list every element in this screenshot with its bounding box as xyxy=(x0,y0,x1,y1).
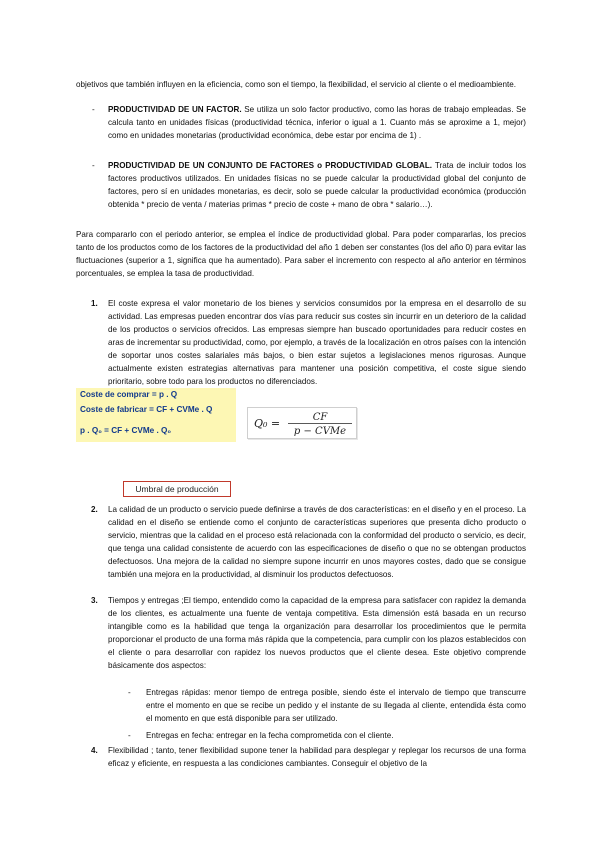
subitem-marker: - xyxy=(128,731,131,740)
item-number: 3. xyxy=(91,596,98,605)
formula-box xyxy=(76,388,236,442)
bullet-text: Trata de incluir todos los factores productivos utilizados. En unidades físicas no se puede calcular la productividad global del conjunto de factores, pero sí en unidades monetarias, es decir, solo se puede calcular la productividad económica (producción obtenida * precio de venta / materias primas * precio de coste + mano de obra * salario…). xyxy=(108,161,526,209)
item-flexibilidad: Flexibilidad ; tanto, tener flexibilidad supone tener la habilidad para desplegar y replegar los recursos de una forma eficaz y eficiente, en respuesta a las condiciones cambiantes. Conseguir el objetivo de la xyxy=(108,746,526,768)
equation-numerator: CF xyxy=(312,412,328,423)
formula-coste-comprar: Coste de comprar = p . Q xyxy=(80,390,178,399)
equation-box xyxy=(247,407,357,439)
bullet-text: Se utiliza un solo factor productivo, como las horas de trabajo empleadas. Se calcula tanto en unidades físicas (productividad técnica, inferior o igual a 1. Cuanto más se aproxime a 1, mejor) como en unidades monetarias (productividad económica, debe estar por encima de 1) . xyxy=(108,105,526,140)
item-number: 1. xyxy=(91,299,98,308)
bullet-title: PRODUCTIVIDAD DE UN FACTOR. xyxy=(108,105,242,114)
subitem-marker: - xyxy=(128,688,131,697)
intro-paragraph: objetivos que también influyen en la eficiencia, como son el tiempo, la flexibilidad, el servicio al cliente o el medioambiente. xyxy=(76,80,517,89)
bullet-title: PRODUCTIVIDAD DE UN CONJUNTO DE FACTORES o PRODUCTIVIDAD GLOBAL. xyxy=(108,161,433,170)
item-number: 4. xyxy=(91,746,98,755)
bullet-marker: - xyxy=(92,105,95,114)
item-number: 2. xyxy=(91,505,98,514)
equation-denominator: p − CVMe xyxy=(293,426,347,437)
item-calidad: La calidad de un producto o servicio puede definirse a través de dos características: en el diseño y en el proceso. La calidad en el diseño se entiende como el conjunto de características superiores que presenta dicho producto o servicio, mientras que la calidad en el proceso está relacionada con la conformidad del producto o servicio, es decir, que tenga una calidad consistente de acuerdo con las especificaciones de diseño o que no se obtengan productos defectuosos. Una mejora de la calidad no siempre supone incurrir en unos mayores costes, dado que se consigue también una mejora en la productividad, al disminuir los productos defectuosos. xyxy=(108,505,526,579)
bullet-productividad-global xyxy=(108,159,526,211)
comparison-paragraph: Para compararlo con el periodo anterior, se emplea el índice de productividad global. Para poder compararlas, los precios tanto de los productos como de los factores de la productividad del año 1 deben ser constantes (los del año 0) para evitar las fluctuaciones (superior a 1, significa que ha aumentado). Para saber el incremento con respecto al año anterior en términos porcentuales, se emplea la tasa de productividad. xyxy=(76,230,526,278)
item-coste: El coste expresa el valor monetario de los bienes y servicios consumidos por la empresa en el desarrollo de su actividad. Las empresas pueden encontrar dos vías para reducir sus costes sin incurrir en un deterioro de la calidad de los productos o servicios ofrecidos. Las empresas siempre han buscado oportunidades para reducir costes en aras de incrementar su productividad, como, por ejemplo, a través de la localización en otros países con la intención de soportar unos costes salariales más bajos, o bien estar sujetos a legislaciones menos rigurosas. Aunque actualmente existen estrategias alternativas para mantener una posición competitiva, el coste sigue siendo prioritario, sobre todo para los productos no diferenciados. xyxy=(108,299,526,386)
subitem-entregas-rapidas: Entregas rápidas: menor tiempo de entrega posible, siendo éste el intervalo de tiempo que transcurre entre el momento en que se recibe un pedido y el instante de su llegada al cliente, entendida ésta como el momento en que está disponible para ser utilizado. xyxy=(146,688,526,723)
item-tiempos-entregas: Tiempos y entregas ;El tiempo, entendido como la capacidad de la empresa para satisfacer con rapidez la demanda de los clientes, es actualmente una fuente de ventaja competitiva. Esta dimensión está basada en un recurso intangible como es la habilidad que tenga la organización para desarrollar los procedimientos que le permita proporcionar el producto de una forma más rápida que la competencia, para cumplir con los plazos establecidos con el cliente o para desarrollar con rapidez los nuevos productos que el cliente desea. Este objetivo comprende básicamente dos aspectos: xyxy=(108,596,526,670)
umbral-label: Umbral de producción xyxy=(123,481,231,497)
subitem-entregas-fecha: Entregas en fecha: entregar en la fecha comprometida con el cliente. xyxy=(146,731,394,740)
formula-equilibrio: p . Q₀ = CF + CVMe . Q₀ xyxy=(80,426,172,435)
equation-graphic xyxy=(248,408,356,438)
equation-lhs: Q₀ = xyxy=(254,417,281,430)
bullet-productividad-factor xyxy=(108,103,526,142)
formula-coste-fabricar: Coste de fabricar = CF + CVMe . Q xyxy=(80,405,213,414)
bullet-marker: - xyxy=(92,161,95,170)
